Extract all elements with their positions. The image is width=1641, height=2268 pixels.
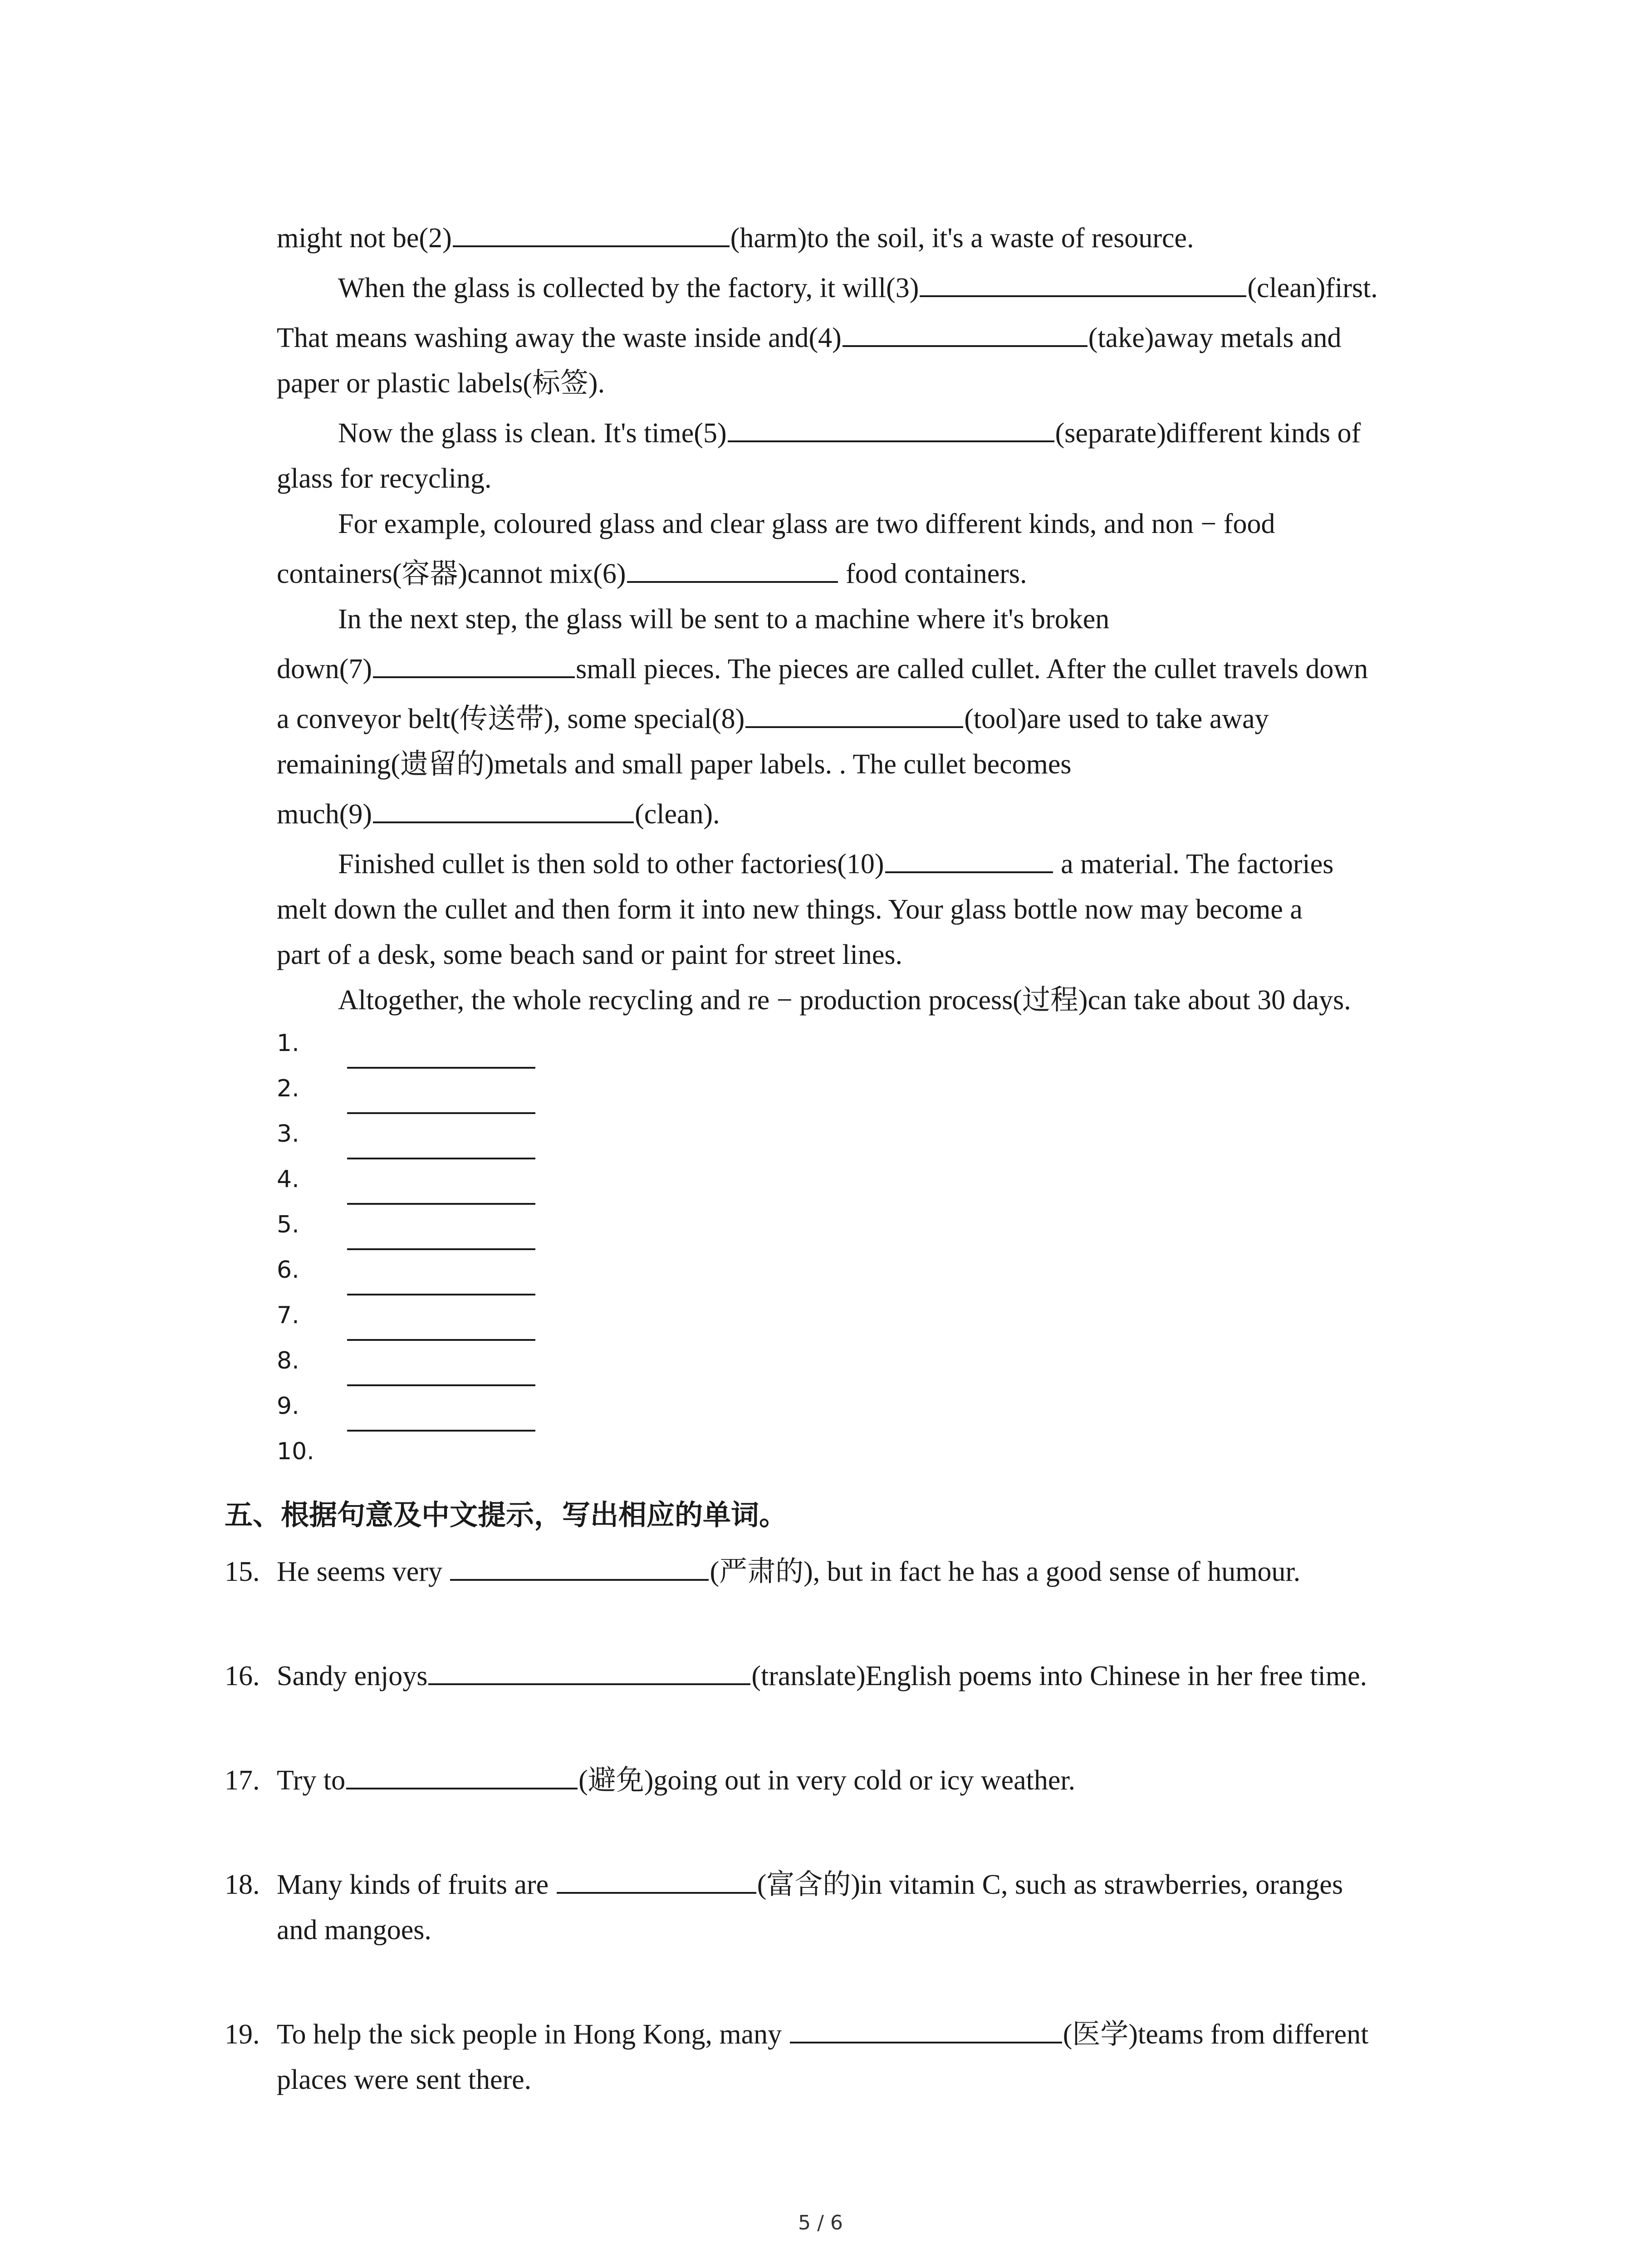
answer-number-10: 10.: [277, 1438, 314, 1465]
answer-number-9: 9.: [277, 1393, 299, 1420]
question-number-17: 17.: [225, 1765, 260, 1796]
passage-line-5: [338, 411, 1361, 456]
text: When the glass is collected by the factory, it will(3): [338, 273, 919, 303]
text: (take)away metals and: [1088, 323, 1342, 353]
question-19-continued: places were sent there.: [277, 2064, 532, 2095]
text: (严肃的), but in fact he has a good sense of humour.: [710, 1556, 1301, 1587]
passage-line-6: glass for recycling.: [277, 463, 492, 494]
passage-line-2: [338, 265, 1378, 311]
passage-line-11: [277, 696, 1269, 742]
answer-number-3: 3.: [277, 1120, 299, 1148]
blank-4[interactable]: [843, 318, 1087, 347]
passage-line-7: For example, coloured glass and clear glass are two different kinds, and non − food: [338, 508, 1275, 539]
text: That means washing away the waste inside and(4): [277, 323, 842, 353]
text: Try to: [277, 1765, 346, 1796]
answer-line-4[interactable]: [347, 1203, 535, 1205]
answer-number-8: 8.: [277, 1347, 299, 1374]
answer-number-7: 7.: [277, 1302, 299, 1329]
text: containers(容器)cannot mix(6): [277, 558, 626, 589]
blank-8[interactable]: [745, 699, 963, 728]
text: a conveyor belt(传送带), some special(8): [277, 704, 745, 734]
answer-number-1: 1.: [277, 1030, 299, 1057]
text: much(9): [277, 799, 372, 830]
blank-15[interactable]: [450, 1552, 709, 1581]
passage-line-17: Altogether, the whole recycling and re − production process(过程)can take about 30 days.: [338, 985, 1351, 1016]
text: (富含的)in vitamin C, such as strawberries, oranges: [757, 1869, 1343, 1900]
blank-7[interactable]: [373, 649, 575, 678]
answer-line-5[interactable]: [347, 1248, 535, 1250]
passage-line-4: paper or plastic labels(标签).: [277, 368, 605, 399]
section-title: 五、根据句意及中文提示，写出相应的单词。: [225, 1498, 788, 1531]
answer-number-5: 5.: [277, 1211, 299, 1238]
blank-5[interactable]: [728, 413, 1054, 442]
text: down(7): [277, 654, 372, 684]
answer-line-3[interactable]: [347, 1158, 535, 1159]
blank-16[interactable]: [428, 1656, 750, 1685]
text: might not be(2): [277, 223, 452, 254]
answer-number-2: 2.: [277, 1075, 299, 1102]
question-17: [277, 1758, 1075, 1803]
blank-19[interactable]: [790, 2014, 1062, 2043]
text: (clean).: [635, 799, 720, 830]
question-number-18: 18.: [225, 1869, 260, 1900]
passage-line-15: melt down the cullet and then form it into new things. Your glass bottle now may become a: [277, 894, 1303, 925]
blank-18[interactable]: [557, 1865, 756, 1894]
text: food containers.: [838, 558, 1027, 589]
answer-line-9[interactable]: [347, 1430, 535, 1432]
passage-line-16: part of a desk, some beach sand or paint for street lines.: [277, 939, 903, 970]
blank-10[interactable]: [885, 844, 1053, 873]
text: He seems very: [277, 1556, 450, 1587]
text: Finished cullet is then sold to other factories(10): [338, 849, 884, 880]
text: (harm)to the soil, it's a waste of resource.: [730, 223, 1194, 254]
answer-line-2[interactable]: [347, 1112, 535, 1114]
blank-9[interactable]: [373, 794, 634, 823]
question-18: [277, 1862, 1343, 1907]
blank-6[interactable]: [627, 554, 838, 583]
text: Now the glass is clean. It's time(5): [338, 418, 727, 449]
answer-line-8[interactable]: [347, 1384, 535, 1386]
answer-line-7[interactable]: [347, 1339, 535, 1341]
passage-line-9: In the next step, the glass will be sent to a machine where it's broken: [338, 604, 1110, 635]
text: (clean)first.: [1247, 273, 1378, 303]
blank-2[interactable]: [453, 218, 730, 247]
answer-line-6[interactable]: [347, 1294, 535, 1295]
text: (避免)going out in very cold or icy weather.: [578, 1765, 1076, 1796]
text: To help the sick people in Hong Kong, many: [277, 2019, 789, 2050]
text: (separate)different kinds of: [1055, 418, 1361, 449]
answer-number-4: 4.: [277, 1166, 299, 1193]
text: small pieces. The pieces are called cullet. After the cullet travels down: [576, 654, 1368, 684]
passage-line-10: [277, 646, 1368, 692]
question-15: [277, 1549, 1300, 1594]
text: (tool)are used to take away: [964, 704, 1269, 734]
text: Sandy enjoys: [277, 1661, 428, 1691]
passage-line-1: [277, 215, 1194, 261]
question-19: [277, 2012, 1368, 2057]
passage-line-14: [338, 841, 1333, 887]
passage-line-12: remaining(遗留的)metals and small paper labels. . The cullet becomes: [277, 749, 1072, 780]
passage-line-13: [277, 792, 720, 837]
question-18-continued: and mangoes.: [277, 1915, 431, 1945]
text: a material. The factories: [1053, 849, 1334, 880]
question-16: [277, 1653, 1367, 1699]
text: (医学)teams from different: [1063, 2019, 1369, 2050]
blank-3[interactable]: [920, 268, 1246, 297]
text: Many kinds of fruits are: [277, 1869, 556, 1900]
answer-line-1[interactable]: [347, 1067, 535, 1069]
answer-number-6: 6.: [277, 1256, 299, 1284]
question-number-19: 19.: [225, 2019, 260, 2050]
passage-line-3: [277, 315, 1342, 361]
question-number-16: 16.: [225, 1661, 260, 1691]
question-number-15: 15.: [225, 1556, 260, 1587]
text: (translate)English poems into Chinese in her free time.: [751, 1661, 1367, 1691]
passage-line-8: [277, 551, 1027, 596]
page-number: 5 / 6: [798, 2211, 843, 2234]
blank-17[interactable]: [346, 1760, 578, 1789]
